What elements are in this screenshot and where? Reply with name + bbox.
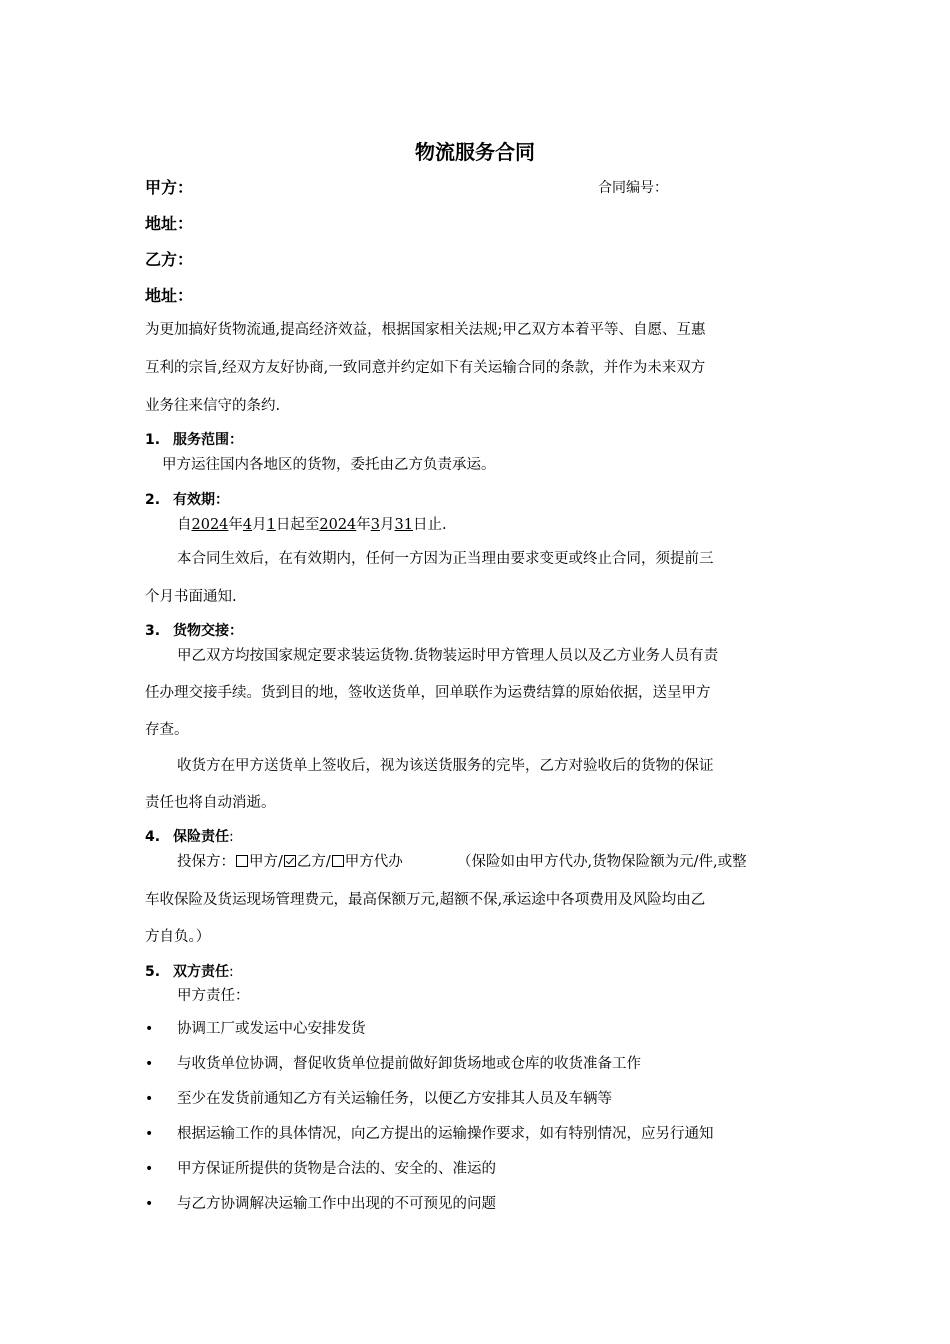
- bullet-icon: •: [145, 1021, 154, 1037]
- option-label: 乙方/: [296, 854, 331, 870]
- validity-suffix: 日止.: [412, 517, 447, 533]
- list-item: 根据运输工作的具体情况，向乙方提出的运输操作要求，如有特别情况，应另行通知: [177, 1126, 714, 1142]
- list-item: 协调工厂或发运中心安排发货: [177, 1021, 366, 1037]
- party-b-label: 乙方：: [145, 250, 194, 269]
- section-number: 3.: [145, 623, 161, 639]
- validity-prefix: 自: [177, 517, 192, 533]
- list-item: 至少在发货前通知乙方有关运输任务，以便乙方安排其人员及车辆等: [177, 1091, 612, 1107]
- section-2-heading: [145, 489, 229, 511]
- party-a-label: 甲方：: [145, 178, 194, 197]
- document-title: 物流服务合同: [415, 140, 535, 164]
- section-3-text: 甲乙双方均按国家规定要求装运货物.货物装运时甲方管理人员以及乙方业务人员有责: [177, 648, 719, 664]
- list-item: 与乙方协调解决运输工作中出现的不可预见的问题: [177, 1196, 496, 1212]
- list-item: 与收货单位协调，督促收货单位提前做好卸货场地或仓库的收货准备工作: [177, 1056, 641, 1072]
- option-label: 甲方代办: [344, 854, 403, 870]
- preamble-line: 为更加搞好货物流通,提高经济效益，根据国家相关法规;甲乙双方本着平等、自愿、互惠: [145, 322, 706, 338]
- bullet-icon: •: [145, 1196, 154, 1212]
- section-2-text: 本合同生效后，在有效期内，任何一方因为正当理由要求变更或终止合同，须提前三: [177, 551, 714, 567]
- section-3-text: 收货方在甲方送货单上签收后，视为该送货服务的完毕，乙方对验收后的货物的保证: [177, 758, 714, 774]
- start-month: 4: [242, 517, 253, 533]
- end-month: 3: [370, 517, 381, 533]
- start-day: 1: [266, 517, 276, 533]
- section-colon: :: [229, 964, 234, 980]
- validity-period: [177, 514, 447, 536]
- section-title: 服务范围: [173, 432, 229, 448]
- section-4-heading: [145, 826, 234, 848]
- year-unit: 年: [356, 517, 371, 533]
- party-a-address-label: 地址：: [145, 214, 194, 233]
- section-number: 2.: [145, 492, 161, 508]
- section-3-heading: [145, 620, 243, 642]
- bullet-icon: •: [145, 1091, 154, 1107]
- contract-number-label: 合同编号：: [598, 180, 668, 196]
- section-5-heading: [145, 961, 234, 983]
- section-number: 1.: [145, 432, 161, 448]
- month-unit: 月: [252, 517, 267, 533]
- section-number: 4.: [145, 829, 161, 845]
- section-1-heading: [145, 429, 243, 451]
- section-3-text: 任办理交接手续。货到目的地，签收送货单，回单联作为运费结算的原始依据，送呈甲方: [145, 685, 711, 701]
- preamble-line: 业务往来信守的条约.: [145, 398, 281, 414]
- insurer-options: [177, 851, 403, 873]
- section-3-text: 责任也将自动消逝。: [145, 795, 276, 811]
- section-colon: ：: [229, 432, 243, 448]
- end-year: 2024: [319, 517, 357, 533]
- section-colon: :: [229, 829, 234, 845]
- list-item: 甲方保证所提供的货物是合法的、安全的、准运的: [177, 1161, 496, 1177]
- checkbox-party-a[interactable]: [236, 855, 248, 867]
- section-colon: ：: [215, 492, 229, 508]
- insurer-label: 投保方：: [177, 854, 235, 870]
- month-unit: 月: [380, 517, 395, 533]
- bullet-icon: •: [145, 1056, 154, 1072]
- section-4-text: 车收保险及货运现场管理费元，最高保额万元,超额不保,承运途中各项费用及风险均由乙: [145, 892, 706, 908]
- party-a-responsibilities-label: 甲方责任：: [177, 988, 250, 1004]
- start-year: 2024: [191, 517, 229, 533]
- checkbox-party-b-checked[interactable]: [284, 855, 296, 867]
- section-title: 保险责任: [173, 829, 229, 845]
- bullet-icon: •: [145, 1161, 154, 1177]
- section-title: 有效期: [173, 492, 215, 508]
- section-title: 货物交接: [173, 623, 229, 639]
- section-4-text: 方自负。）: [145, 929, 211, 945]
- section-3-text: 存查。: [145, 722, 189, 738]
- checkbox-party-a-proxy[interactable]: [332, 855, 344, 867]
- bullet-icon: •: [145, 1126, 154, 1142]
- section-number: 5.: [145, 964, 161, 980]
- validity-middle: 日起至: [275, 517, 320, 533]
- party-b-address-label: 地址：: [145, 286, 194, 305]
- section-colon: ：: [229, 623, 243, 639]
- section-2-text: 个月书面通知.: [145, 589, 237, 605]
- preamble-line: 互利的宗旨,经双方友好协商,一致同意并约定如下有关运输合同的条款，并作为未来双方: [145, 360, 706, 376]
- option-label: 甲方/: [249, 854, 283, 870]
- section-1-text: 甲方运往国内各地区的货物，委托由乙方负责承运。: [162, 457, 496, 473]
- section-title: 双方责任: [173, 964, 229, 980]
- year-unit: 年: [228, 517, 243, 533]
- end-day: 31: [394, 517, 413, 533]
- insurance-note: （保险如由甲方代办,货物保险额为元/件,或整: [457, 854, 747, 870]
